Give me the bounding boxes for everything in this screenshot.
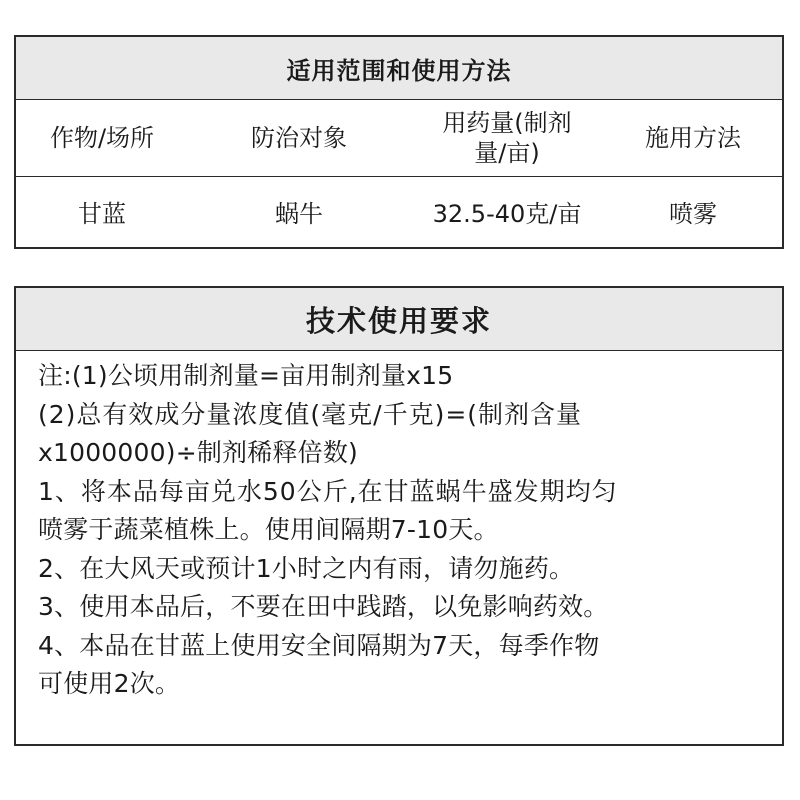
header-dosage <box>410 108 604 168</box>
requirement-line: 2、在大风天或预计1小时之内有雨，请勿施药。 <box>38 553 575 583</box>
tech-requirements-box <box>14 286 784 746</box>
requirement-line: 喷雾于蔬菜植株上。使用间隔期7-10天。 <box>38 515 499 544</box>
cell-crop: 甘蓝 <box>78 200 126 228</box>
requirement-line: (2)总有效成分量浓度值(毫克/千克)=(制剂含量 <box>38 399 583 429</box>
header-crop: 作物/场所 <box>49 124 155 152</box>
usage-table-title: 适用范围和使用方法 <box>16 37 782 100</box>
cell-method: 喷雾 <box>669 200 717 228</box>
tech-requirements-title: 技术使用要求 <box>16 288 782 351</box>
tech-requirements-body <box>16 351 782 704</box>
requirement-line: 3、使用本品后，不要在田中践踏，以免影响药效。 <box>38 592 609 621</box>
cell-dosage: 32.5-40克/亩 <box>432 200 582 228</box>
requirement-line: 1、将本品每亩兑水50公斤,在甘蓝蜗牛盛发期均匀 <box>38 476 618 506</box>
requirement-line: 注:(1)公顷用制剂量=亩用制剂量x15 <box>38 361 454 390</box>
usage-table <box>14 35 784 249</box>
requirement-line: x1000000)÷制剂稀释倍数) <box>38 438 358 467</box>
header-method: 施用方法 <box>645 124 741 152</box>
requirement-line: 可使用2次。 <box>38 669 181 698</box>
header-dosage-line1: 用药量(制剂 <box>442 109 572 137</box>
cell-target: 蜗牛 <box>275 200 323 228</box>
requirement-line: 4、本品在甘蓝上使用安全间隔期为7天，每季作物 <box>38 630 600 660</box>
usage-table-header-row <box>16 100 782 177</box>
table-row <box>16 177 782 251</box>
header-target: 防治对象 <box>251 124 347 152</box>
header-dosage-line2: 量/亩) <box>474 139 540 167</box>
